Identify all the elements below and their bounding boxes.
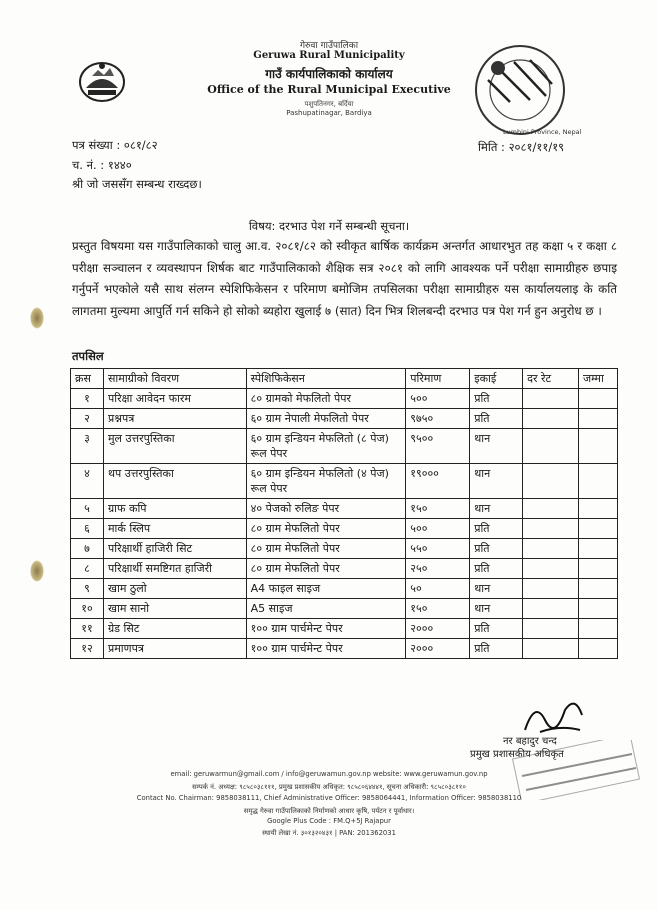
office-stamp-icon xyxy=(470,40,570,140)
header-english-address: Pashupatinagar, Bardiya xyxy=(286,109,372,117)
signatory-title: प्रमुख प्रशासकीय अधिकृत xyxy=(470,749,564,760)
cell-total xyxy=(578,539,617,559)
header-nepali-office: गाउँ कार्यपालिकाको कार्यालय xyxy=(265,67,393,81)
cell-serial: ३ xyxy=(71,429,104,464)
header-item: सामाग्रीको विवरण xyxy=(103,369,246,389)
table-row xyxy=(71,619,618,639)
cell-item: खाम ठुलो xyxy=(103,579,246,599)
cell-serial: १२ xyxy=(71,639,104,659)
header-total: जम्मा xyxy=(578,369,617,389)
cell-item: मार्क स्लिप xyxy=(103,519,246,539)
header-english-municipality: Geruwa Rural Municipality xyxy=(253,50,405,61)
header-specification: स्पेशिफिकेसन xyxy=(246,369,406,389)
cell-quantity: ५०० xyxy=(406,389,470,409)
cell-quantity: २००० xyxy=(406,639,470,659)
cell-quantity: ५५० xyxy=(406,539,470,559)
footer-english-contact: Contact No. Chairman: 9858038111, Chief Administrative Officer: 9858064441, Information Officer: 9858038110 xyxy=(136,794,522,802)
punch-hole xyxy=(30,560,44,582)
cell-item: प्रश्नपत्र xyxy=(103,409,246,429)
cell-unit: प्रति xyxy=(470,389,523,409)
table-row xyxy=(71,499,618,519)
table-row xyxy=(71,464,618,499)
footer-email: email: geruwarmun@gmail.com / info@geruwamun.gov.np website: www.geruwamun.gov.np xyxy=(170,770,488,778)
recipient: श्री जो जससँग सम्बन्ध राख्दछ। xyxy=(72,177,202,191)
cell-unit: प्रति xyxy=(470,559,523,579)
cell-specification: ८० ग्राम मेफलितो पेपर xyxy=(246,559,406,579)
dispatch-number: च. नं. : १४४० xyxy=(72,158,132,172)
cell-item: थप उत्तरपुस्तिका xyxy=(103,464,246,499)
cell-unit: थान xyxy=(470,499,523,519)
footer-plus-code: Google Plus Code : FM.Q+5J Rajapur xyxy=(267,817,391,825)
letter-body: प्रस्तुत विषयमा यस गाउँपालिकाको चालु आ.व. २०८१/८२ को स्वीकृत बार्षिक कार्यक्रम अन्तर्गत आधारभुत तह कक्षा ५ र कक्षा ८ परीक्षा सञ्चालन र व्यवस्थापन शिर्षक बाट गाउँपालिकाको शैक्षिक सत्र २०८१ को लागि आवश्यक पर्ने परीक्षा सामाग्रीहरु छपाइ गर्नुपर्ने भएकोले यसै साथ संलग्न स्पेशिफिकेसन र परिमाण बमोजिम तपसिलका परीक्षा सामाग्रीहरु यस कार्यालयलाइ के कति लागतमा मुल्यमा आपुर्ति गर्न सकिने हो सोको ब्यहोरा खुलाई ७ (सात) दिन भित्र शिलबन्दी दरभाउ पत्र पेश गर्न हुन अनुरोध छ । xyxy=(72,239,617,318)
cell-specification: ६० ग्राम नेपाली मेफलितो पेपर xyxy=(246,409,406,429)
table-row xyxy=(71,389,618,409)
cell-rate xyxy=(523,599,579,619)
cell-rate xyxy=(523,429,579,464)
cell-item: परिक्षार्थी समष्टिगत हाजिरी xyxy=(103,559,246,579)
cell-specification: A4 फाइल साइज xyxy=(246,579,406,599)
cell-serial: ९ xyxy=(71,579,104,599)
cell-serial: २ xyxy=(71,409,104,429)
header-rate: दर रेट xyxy=(523,369,579,389)
cell-serial: ७ xyxy=(71,539,104,559)
tapasil-heading: तपसिल xyxy=(72,349,104,363)
footer-slogan: समृद्ध गेरुवा गाउँपालिकाको निर्माणको आधार कृषि, पर्यटन र पूर्वाधार। xyxy=(243,807,415,815)
cell-unit: प्रति xyxy=(470,619,523,639)
cell-specification: ६० ग्राम इन्डियन मेफलितो (८ पेज) रूल पेपर xyxy=(246,429,406,464)
table-row xyxy=(71,599,618,619)
cell-item: ग्रेड सिट xyxy=(103,619,246,639)
table-row xyxy=(71,639,618,659)
cell-rate xyxy=(523,559,579,579)
header-unit: इकाई xyxy=(470,369,523,389)
cell-specification: ६० ग्राम इन्डियन मेफलितो (४ पेज) रूल पेपर xyxy=(246,464,406,499)
table-row xyxy=(71,559,618,579)
cell-quantity: ९५०० xyxy=(406,429,470,464)
table-header-row xyxy=(71,369,618,389)
cell-unit: थान xyxy=(470,579,523,599)
cell-unit: थान xyxy=(470,429,523,464)
table-row xyxy=(71,409,618,429)
cell-total xyxy=(578,519,617,539)
cell-specification: ८० ग्राम मेफलितो पेपर xyxy=(246,539,406,559)
cell-serial: ११ xyxy=(71,619,104,639)
footer-nepali-contact: सम्पर्क नं. अध्यक्ष: ९८५८०३८१११, प्रमुख प्रशासकीय अधिकृत: ९८५८०६४४४१, सूचना अधिकारी: ९८५८०३८११० xyxy=(192,783,466,791)
materials-table xyxy=(70,368,618,659)
letter-reference-number: पत्र संख्या : ०८१/८२ xyxy=(72,138,158,152)
cell-serial: ८ xyxy=(71,559,104,579)
cell-rate xyxy=(523,579,579,599)
cell-unit: प्रति xyxy=(470,409,523,429)
cell-item: परिक्षा आवेदन फारम xyxy=(103,389,246,409)
cell-unit: प्रति xyxy=(470,539,523,559)
cell-specification: १०० ग्राम पार्चमेन्ट पेपर xyxy=(246,619,406,639)
cell-quantity: १९००० xyxy=(406,464,470,499)
footer-pan: स्थायी लेखा नं. ३०१३२०४३१ | PAN: 201362031 xyxy=(262,829,396,837)
cell-rate xyxy=(523,499,579,519)
cell-total xyxy=(578,639,617,659)
cell-quantity: ९७५० xyxy=(406,409,470,429)
cell-quantity: १५० xyxy=(406,499,470,519)
cell-specification: ४० पेजको रुलिङ पेपर xyxy=(246,499,406,519)
header-serial: क्रस xyxy=(71,369,104,389)
cell-total xyxy=(578,559,617,579)
cell-total xyxy=(578,619,617,639)
cell-unit: प्रति xyxy=(470,519,523,539)
cell-specification: ८० ग्राम मेफलितो पेपर xyxy=(246,519,406,539)
cell-quantity: १५० xyxy=(406,599,470,619)
cell-serial: १० xyxy=(71,599,104,619)
stamp-province: Lumbini Province, Nepal xyxy=(503,128,582,136)
header-nepali-address: पशुपतिनगर, बर्दिया xyxy=(304,100,354,108)
cell-total xyxy=(578,464,617,499)
cell-rate xyxy=(523,539,579,559)
cell-rate xyxy=(523,409,579,429)
cell-serial: ४ xyxy=(71,464,104,499)
cell-unit: थान xyxy=(470,464,523,499)
cell-rate xyxy=(523,639,579,659)
cell-unit: प्रति xyxy=(470,639,523,659)
cell-item: खाम सानो xyxy=(103,599,246,619)
cell-quantity: ५० xyxy=(406,579,470,599)
cell-rate xyxy=(523,519,579,539)
subject-line: विषय: दरभाउ पेश गर्ने सम्बन्धी सूचना। xyxy=(248,219,410,233)
cell-total xyxy=(578,389,617,409)
cell-total xyxy=(578,599,617,619)
cell-serial: १ xyxy=(71,389,104,409)
header-nepali-municipality: गेरुवा गाउँपालिका xyxy=(299,41,359,51)
cell-specification: १०० ग्राम पार्चमेन्ट पेपर xyxy=(246,639,406,659)
cell-rate xyxy=(523,464,579,499)
letter-date: मिति : २०८१/११/१९ xyxy=(478,140,565,154)
cell-quantity: ५०० xyxy=(406,519,470,539)
cell-unit: थान xyxy=(470,599,523,619)
cell-total xyxy=(578,409,617,429)
cell-item: प्रमाणपत्र xyxy=(103,639,246,659)
cell-rate xyxy=(523,389,579,409)
cell-quantity: २००० xyxy=(406,619,470,639)
cell-item: ग्राफ कपि xyxy=(103,499,246,519)
table-row xyxy=(71,579,618,599)
cell-item: परिक्षार्थी हाजिरी सिट xyxy=(103,539,246,559)
cell-quantity: २५० xyxy=(406,559,470,579)
cell-serial: ५ xyxy=(71,499,104,519)
table-row xyxy=(71,539,618,559)
cell-total xyxy=(578,499,617,519)
cell-total xyxy=(578,579,617,599)
cell-total xyxy=(578,429,617,464)
cell-rate xyxy=(523,619,579,639)
signatory-name: नर बहादुर चन्द xyxy=(503,736,557,747)
table-row xyxy=(71,519,618,539)
cell-specification: ८० ग्रामको मेफलितो पेपर xyxy=(246,389,406,409)
header-quantity: परिमाण xyxy=(406,369,470,389)
table-row xyxy=(71,429,618,464)
punch-hole xyxy=(30,307,44,329)
cell-specification: A5 साइज xyxy=(246,599,406,619)
cell-serial: ६ xyxy=(71,519,104,539)
cell-item: मुल उत्तरपुस्तिका xyxy=(103,429,246,464)
header-english-office: Office of the Rural Municipal Executive xyxy=(207,83,451,96)
